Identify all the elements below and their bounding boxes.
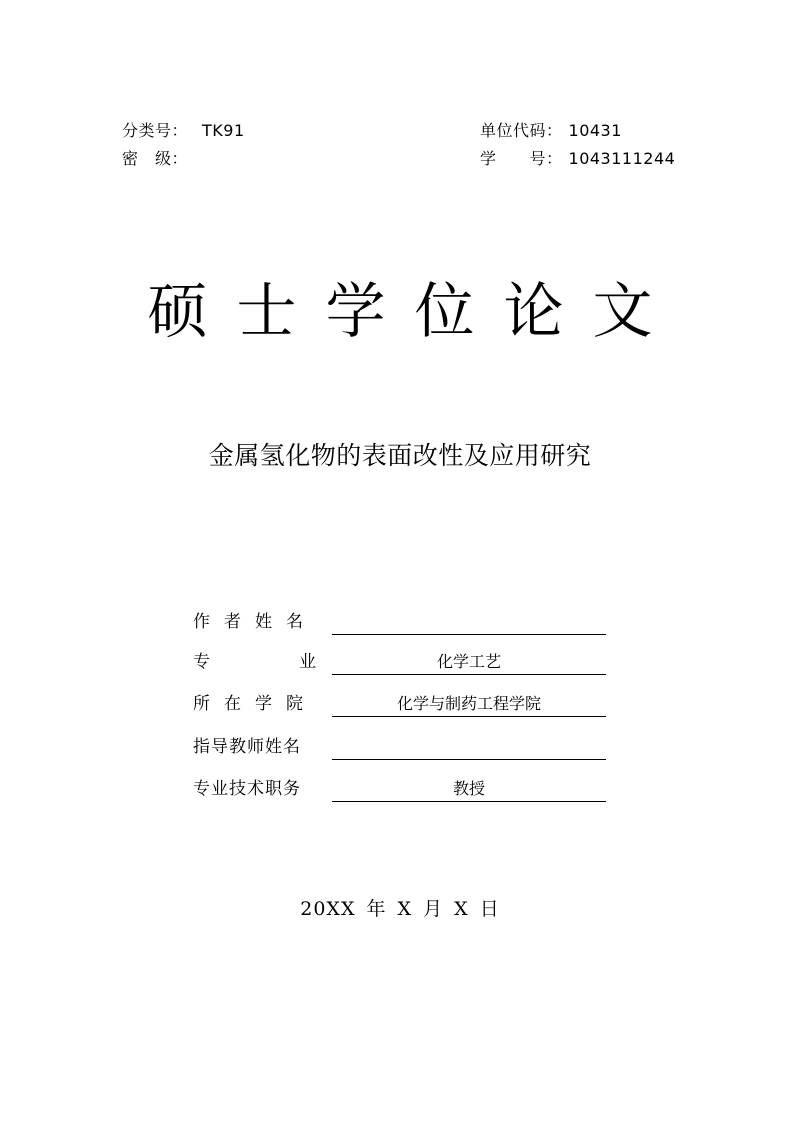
- classification-number: [122, 118, 245, 141]
- author-name-label: 作者姓名: [193, 612, 317, 632]
- thesis-type-heading: 硕士学位论文: [147, 277, 682, 347]
- classification-value: TK91: [202, 121, 245, 140]
- advisor-name-row: [193, 735, 606, 761]
- student-id-value: 1043111244: [568, 149, 676, 168]
- submission-date: 20XX 年 X 月 X 日: [300, 898, 500, 920]
- college-field: 化学与制药工程学院: [332, 692, 606, 717]
- classification-label: 分类号：: [122, 121, 189, 140]
- student-id: [480, 146, 675, 169]
- thesis-title: 金属氢化物的表面改性及应用研究: [208, 441, 592, 470]
- student-id-label: 学 号：: [480, 149, 563, 168]
- professional-title-row: [193, 777, 606, 803]
- author-name-field: [332, 610, 606, 635]
- secrecy-level: [122, 146, 202, 169]
- professional-title-label: 专业技术职务: [193, 779, 301, 799]
- advisor-name-field: [332, 735, 606, 760]
- secrecy-label: 密 级：: [122, 149, 189, 168]
- major-field: 化学工艺: [332, 650, 606, 675]
- major-label: 专业: [193, 652, 405, 672]
- college-label: 所在学院: [193, 694, 317, 714]
- unit-code: [480, 118, 622, 141]
- unit-code-value: 10431: [568, 121, 622, 140]
- major-row: [193, 650, 606, 676]
- college-row: [193, 692, 606, 718]
- advisor-name-label: 指导教师姓名: [193, 737, 301, 757]
- unit-code-label: 单位代码：: [480, 121, 563, 140]
- author-name-row: [193, 610, 606, 636]
- professional-title-field: 教授: [332, 777, 606, 802]
